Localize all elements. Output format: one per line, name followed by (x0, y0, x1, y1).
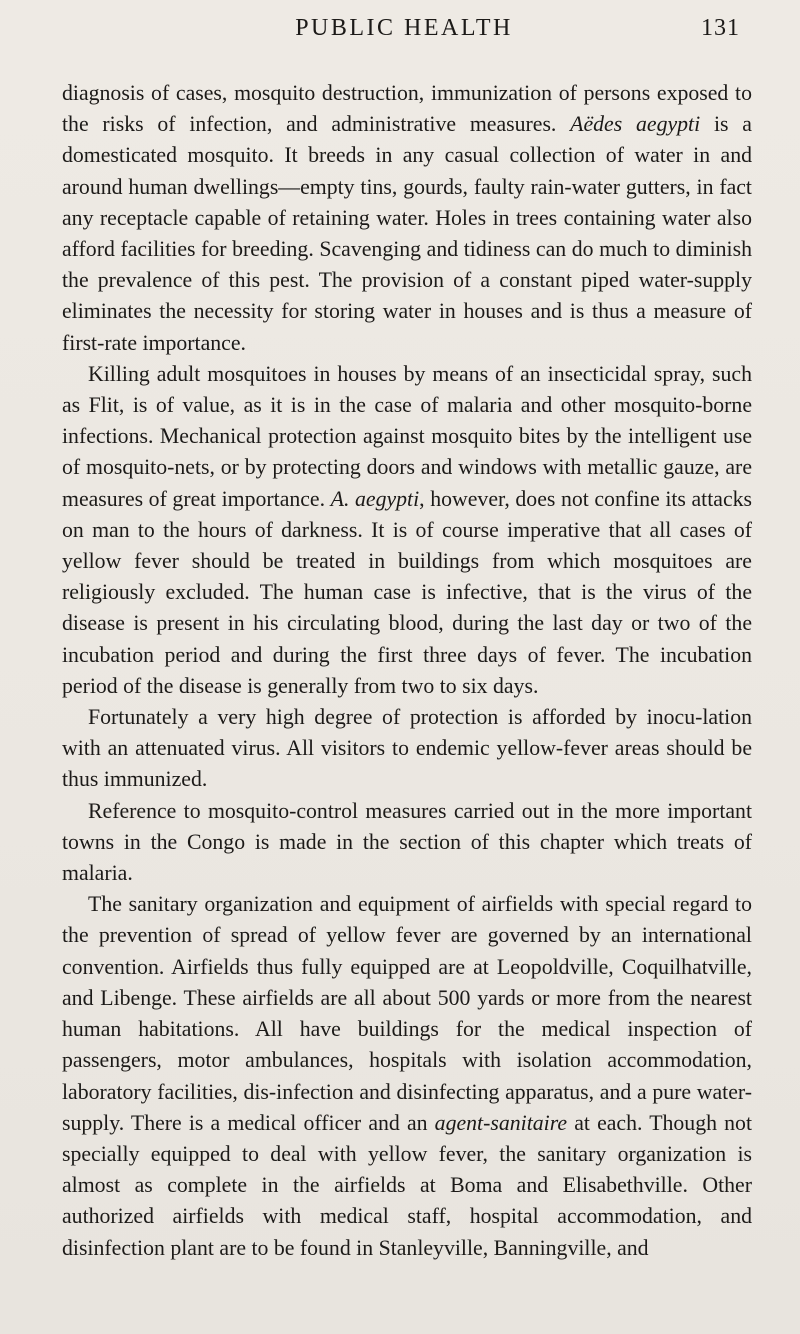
paragraph (62, 889, 752, 1263)
text-run: Fortunately a very high degree of protection is afforded by inocu-lation with an attenuated virus. All visitors to endemic yellow-fever areas should be thus immunized. (62, 705, 752, 792)
text-run: Reference to mosquito-control measures carried out in the more important towns in the Congo is made in the section of this chapter which treats of malaria. (62, 798, 752, 886)
italic-term: Aëdes aegypti (570, 112, 701, 137)
text-run: The sanitary organization and equipment of airfields with special regard to the prevention of spread of yellow fever are governed by an international convention. Airfields thus fully equipped are at Leopoldville, Coquilhatville, and Libenge. These airfields are all about 500 yards or more from the nearest human habitations. All have buildings for the medical inspection of passengers, motor ambulances, hospitals with isolation accommodation, laboratory facilities, dis-infection and disinfecting apparatus, and a pure water-supply. There is a medical officer and an (62, 892, 752, 1135)
page-number: 131 (701, 15, 740, 41)
text-run: at each. Though not specially equipped to deal with yellow fever, the sanitary organization is almost as complete in the airfields at Boma and Elisabethville. Other authorized airfields with medical staff, hospital accommodation, and disinfection plant are to be found in Stanleyville, Banningville, and (62, 1110, 752, 1260)
running-head (62, 8, 746, 48)
paragraph (62, 702, 752, 796)
paragraph (62, 78, 752, 359)
text-run: is a domesticated mosquito. It breeds in any casual collection of water in and around human dwellings—empty tins, gourds, faulty rain-water gutters, in fact any receptacle capable of retaining water. Holes in trees containing water also afford facilities for breeding. Scavenging and tidiness can do much to diminish the prevalence of this pest. The provision of a constant piped water-supply eliminates the necessity for storing water in houses and is thus a measure of first-rate importance. (62, 112, 752, 355)
text-run: diagnosis of cases, mosquito destruction, immunization of persons exposed to the risks of infection, and administrative measures. (62, 81, 752, 137)
text-run: , however, does not confine its attacks on man to the hours of darkness. It is of course imperative that all cases of yellow fever should be treated in buildings from which mosquitoes are religiously excluded. The human case is infective, that is the virus of the disease is present in his circulating blood, during the last day or two of the incubation period and during the first three days of fever. The incubation period of the disease is generally from two to six days. (62, 486, 753, 698)
paragraph (62, 359, 752, 702)
running-head-title: PUBLIC HEALTH (295, 15, 513, 41)
italic-term: agent-sanitaire (434, 1110, 568, 1135)
paragraph (62, 796, 752, 890)
body-text (62, 78, 752, 1264)
italic-term: A. aegypti (330, 486, 420, 511)
text-run: Killing adult mosquitoes in houses by means of an insecticidal spray, such as Flit, is of value, as it is in the case of malaria and other mosquito-borne infections. Mechanical protection against mosquito bites by the intelligent use of mosquito-nets, or by protecting doors and windows with metallic gauze, are measures of great importance. (62, 361, 752, 511)
